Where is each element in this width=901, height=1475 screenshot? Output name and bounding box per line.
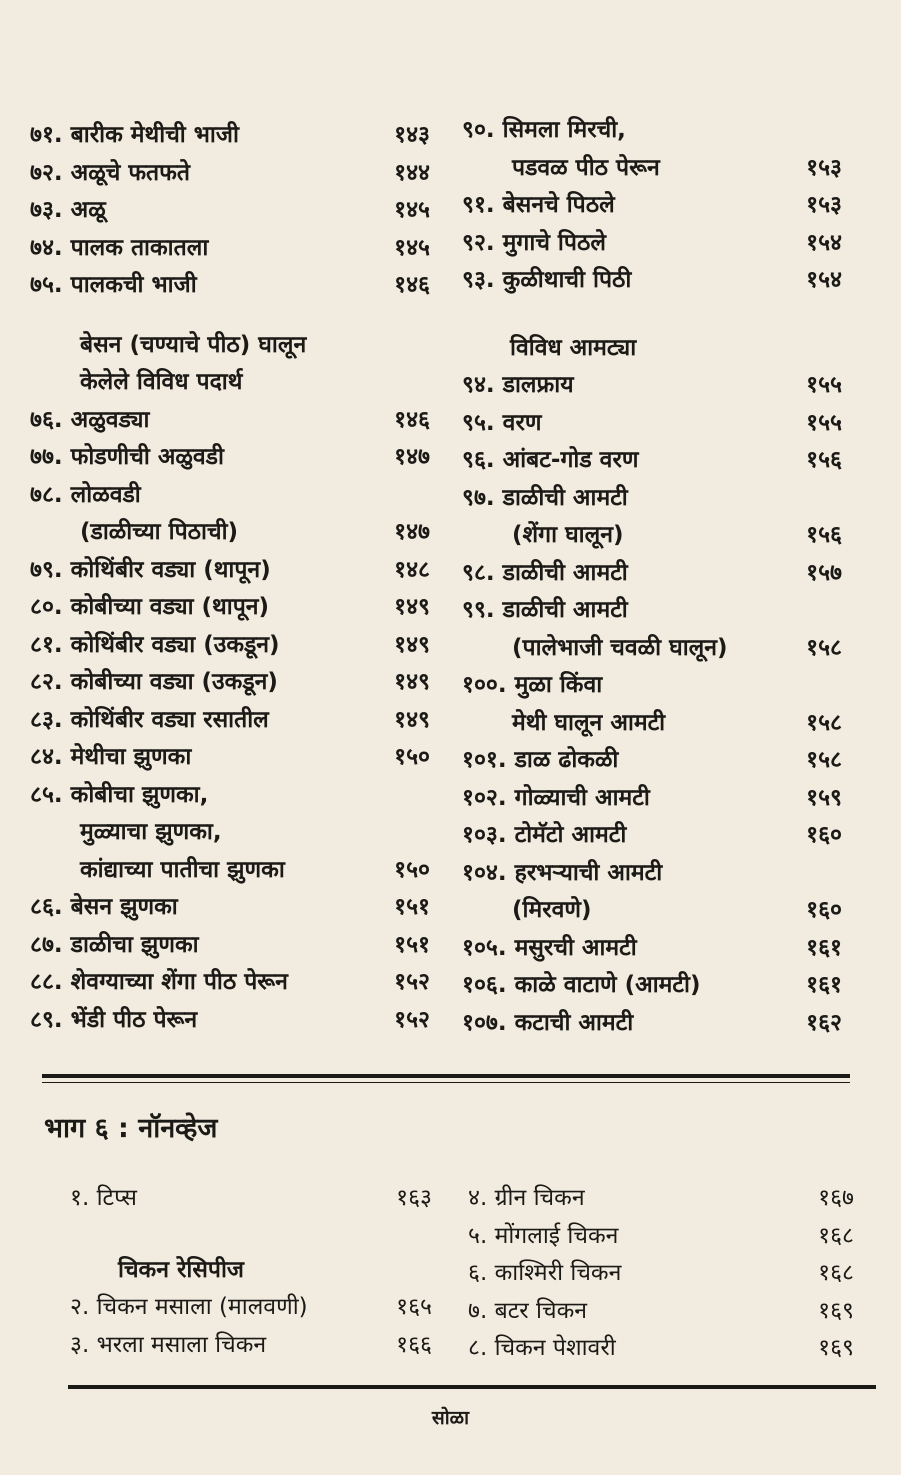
toc-entry-title: ७१. बारीक मेथीची भाजी: [30, 122, 239, 148]
toc-entry-title: ८५. कोबीचा झुणका,: [30, 781, 209, 808]
toc-entry-page: १४४: [394, 159, 430, 186]
toc-entry-page: १५७: [806, 559, 842, 586]
toc-entry-page: १५५: [806, 372, 842, 398]
toc-entry: [462, 262, 842, 300]
toc-entry-page: १४५: [394, 197, 430, 223]
toc-entry-page: १४७: [394, 444, 430, 470]
toc-entry: [462, 480, 842, 518]
toc-entry-title: १०२. गोळ्याची आमटी: [462, 784, 650, 811]
toc-entry-title: ८२. कोबीच्या वड्या (उकडून): [30, 669, 278, 695]
toc-entry: [30, 402, 430, 440]
toc-entry-title: ८०. कोबीच्या वड्या (थापून): [30, 594, 270, 620]
toc-entry-page: १४५: [394, 234, 430, 261]
toc-entry: [30, 964, 430, 1002]
toc-entry-title: ८१. कोथिंबीर वड्या (उकडून): [30, 631, 280, 658]
toc-entry-page: १५३: [806, 192, 842, 218]
right-column: [462, 112, 842, 1042]
toc-entry: [30, 927, 430, 965]
toc-entry-page: १६६: [396, 1331, 432, 1358]
toc-entry: [30, 627, 430, 665]
toc-entry-page: १६८: [818, 1222, 854, 1249]
toc-entry: [462, 892, 842, 930]
toc-entry: [468, 1330, 854, 1368]
right-block-2: [462, 367, 842, 1042]
toc-entry-title: ८४. मेथीचा झुणका: [30, 744, 192, 770]
toc-entry-page: १५६: [806, 447, 842, 473]
toc-entry: [468, 1218, 854, 1256]
toc-entry-title: ७७. फोडणीची अळुवडी: [30, 444, 224, 470]
toc-entry: [468, 1180, 854, 1218]
toc-entry: [462, 225, 842, 263]
toc-entry: [30, 552, 430, 590]
toc-entry-page: १५८: [806, 747, 842, 773]
toc-entry-page: १५३: [806, 154, 842, 181]
toc-entry-page: १६२: [806, 1009, 842, 1036]
toc-entry-page: १५८: [806, 709, 842, 736]
toc-entry-page: १४९: [394, 669, 430, 695]
section-6-title: भाग ६ : नॉनव्हेज: [44, 1113, 218, 1144]
toc-entry: [30, 477, 430, 515]
toc-entry-title: ६. काश्मिरी चिकन: [468, 1260, 622, 1286]
toc-entry: [462, 442, 842, 480]
toc-entry: [30, 267, 430, 305]
toc-entry-title: १०१. डाळ ढोकळी: [462, 747, 619, 773]
toc-entry-page: १५२: [394, 969, 430, 995]
toc-entry-page: १४७: [394, 519, 430, 545]
toc-entry: [462, 630, 842, 668]
toc-entry-title: ७३. अळू: [30, 197, 106, 223]
toc-entry: [30, 664, 430, 702]
toc-entry-title: १००. मुळा किंवा: [462, 672, 603, 698]
bottom-rule: [68, 1385, 876, 1389]
toc-entry: [30, 889, 430, 927]
toc-entry-title: १०३. टोमॅटो आमटी: [462, 822, 627, 848]
left-column: [30, 117, 430, 1039]
toc-entry: [70, 1327, 432, 1365]
toc-entry: [30, 589, 430, 627]
section-6-right-column: [468, 1180, 854, 1368]
section-6-left-column: [70, 1180, 432, 1364]
toc-entry: [462, 667, 842, 705]
toc-entry: [462, 855, 842, 893]
toc-entry-title: ७८. लोळवडी: [30, 481, 141, 508]
toc-entry-title: (शेंगा घालून): [512, 522, 624, 548]
toc-entry-page: १५०: [394, 856, 430, 883]
toc-entry: [70, 1180, 432, 1218]
toc-entry-page: १५०: [394, 744, 430, 770]
toc-entry-title: २. चिकन मसाला (मालवणी): [70, 1294, 308, 1320]
toc-entry: [30, 155, 430, 193]
toc-entry-title: १०६. काळे वाटाणे (आमटी): [462, 972, 701, 998]
section-separator-rule: [42, 1074, 850, 1078]
toc-entry: [462, 1005, 842, 1043]
toc-entry: [462, 150, 842, 188]
toc-entry-title: मेथी घालून आमटी: [512, 709, 666, 736]
left-section-heading-line2: केलेले विविध पदार्थ: [80, 369, 243, 395]
toc-entry-title: (पालेभाजी चवळी घालून): [512, 634, 728, 661]
toc-entry: [30, 814, 430, 852]
toc-entry-title: १०५. मसुरची आमटी: [462, 934, 637, 961]
toc-entry-title: ८९. भेंडी पीठ पेरून: [30, 1006, 198, 1033]
toc-entry: [462, 967, 842, 1005]
toc-entry: [462, 517, 842, 555]
toc-entry-title: ९७. डाळीची आमटी: [462, 484, 628, 511]
toc-entry: [30, 702, 430, 740]
toc-entry-title: १०७. कटाची आमटी: [462, 1009, 634, 1036]
page-number-footer: सोळा: [431, 1407, 470, 1429]
toc-entry-title: ९९. डाळीची आमटी: [462, 597, 628, 623]
toc-entry-title: ९८. डाळीची आमटी: [462, 559, 628, 586]
toc-entry-page: १६०: [806, 822, 842, 848]
toc-entry-title: ७२. अळूचे फतफते: [30, 159, 191, 186]
toc-entry-page: १६९: [818, 1297, 854, 1324]
toc-entry: [462, 592, 842, 630]
toc-entry-page: १६९: [818, 1335, 854, 1361]
toc-entry-title: ८६. बेसन झुणका: [30, 894, 178, 920]
toc-entry-page: १५८: [806, 634, 842, 661]
toc-entry: [462, 742, 842, 780]
toc-entry-title: ८७. डाळीचा झुणका: [30, 931, 199, 958]
toc-entry-page: १४९: [394, 594, 430, 620]
toc-entry-title: ७९. कोथिंबीर वड्या (थापून): [30, 556, 271, 583]
toc-entry-page: १६७: [818, 1185, 854, 1211]
toc-entry: [30, 852, 430, 890]
toc-entry: [70, 1289, 432, 1327]
toc-entry-page: १५६: [806, 522, 842, 548]
toc-entry-title: ७५. पालकची भाजी: [30, 272, 197, 298]
toc-entry: [462, 930, 842, 968]
toc-entry-page: १६८: [818, 1260, 854, 1286]
toc-entry-page: १४९: [394, 631, 430, 658]
toc-entry: [468, 1293, 854, 1331]
toc-entry: [462, 817, 842, 855]
left-section-heading-line1: बेसन (चण्याचे पीठ) घालून: [80, 331, 307, 358]
toc-entry-title: ९५. वरण: [462, 409, 542, 436]
toc-entry: [462, 780, 842, 818]
left-block-1: [30, 117, 430, 305]
left-block-2: [30, 402, 430, 1040]
toc-entry-title: (डाळीच्या पिठाची): [80, 519, 239, 545]
toc-entry-title: पडवळ पीठ पेरून: [512, 154, 660, 181]
toc-entry-title: मुळ्याचा झुणका,: [80, 819, 222, 845]
toc-entry-title: ९३. कुळीथाची पिठी: [462, 267, 632, 293]
toc-entry: [30, 230, 430, 268]
toc-entry-page: १५५: [806, 409, 842, 436]
toc-entry-title: ७४. पालक ताकातला: [30, 234, 209, 261]
toc-entry-title: ८८. शेवग्याच्या शेंगा पीठ पेरून: [30, 969, 288, 995]
toc-entry-title: ९१. बेसनचे पिठले: [462, 192, 615, 218]
toc-entry-title: ९०. सिमला मिरची,: [462, 117, 626, 143]
toc-entry-page: १६१: [806, 934, 842, 961]
toc-entry-page: १६०: [806, 897, 842, 923]
toc-entry-page: १४८: [394, 556, 430, 583]
toc-entry: [30, 739, 430, 777]
toc-entry: [30, 117, 430, 155]
toc-entry: [462, 367, 842, 405]
toc-entry: [462, 187, 842, 225]
toc-entry-title: ८३. कोथिंबीर वड्या रसातील: [30, 706, 269, 733]
toc-entry-title: १०४. हरभऱ्याची आमटी: [462, 859, 663, 886]
toc-entry-title: ९६. आंबट-गोड वरण: [462, 447, 639, 473]
toc-entry-title: ९२. मुगाचे पिठले: [462, 229, 606, 256]
toc-entry: [30, 439, 430, 477]
toc-entry-page: १५१: [394, 931, 430, 958]
toc-entry-title: ८. चिकन पेशावरी: [468, 1335, 616, 1361]
toc-entry-title: ९४. डालफ्राय: [462, 372, 574, 398]
toc-entry: [30, 1002, 430, 1040]
toc-entry-page: १४९: [394, 706, 430, 733]
toc-entry-title: ३. भरला मसाला चिकन: [70, 1331, 267, 1358]
toc-entry-page: १५९: [806, 784, 842, 811]
right-section-heading: विविध आमट्या: [510, 334, 637, 361]
section-separator-rule-thin: [42, 1082, 850, 1083]
toc-entry: [462, 112, 842, 150]
toc-entry: [30, 777, 430, 815]
toc-entry-page: १६५: [396, 1294, 432, 1320]
toc-entry-page: १६१: [806, 972, 842, 998]
toc-entry: [462, 555, 842, 593]
toc-entry-title: कांद्याच्या पातीचा झुणका: [80, 856, 285, 883]
toc-entry-page: १५४: [806, 229, 842, 256]
toc-entry: [30, 192, 430, 230]
toc-entry-page: १६३: [396, 1185, 432, 1211]
toc-entry-page: १५२: [394, 1006, 430, 1033]
section-6-right-items: [468, 1180, 854, 1368]
toc-entry-title: ७. बटर चिकन: [468, 1297, 588, 1324]
section-6-left-items: [70, 1289, 432, 1364]
toc-entry-title: १. टिप्स: [70, 1185, 137, 1211]
toc-entry-title: ७६. अळुवड्या: [30, 406, 150, 433]
toc-entry: [462, 705, 842, 743]
right-block-1: [462, 112, 842, 300]
toc-entry-page: १४३: [394, 122, 430, 148]
toc-entry-page: १४६: [394, 406, 430, 433]
toc-entry-title: ४. ग्रीन चिकन: [468, 1185, 585, 1211]
toc-entry: [462, 405, 842, 443]
toc-entry: [30, 514, 430, 552]
toc-entry-page: १४६: [394, 272, 430, 298]
toc-entry-title: ५. मोंगलाई चिकन: [468, 1222, 619, 1249]
toc-entry-page: १५४: [806, 267, 842, 293]
toc-entry: [468, 1255, 854, 1293]
toc-entry-page: १५१: [394, 894, 430, 920]
toc-entry-title: (मिरवणे): [512, 897, 592, 923]
chicken-recipes-heading: चिकन रेसिपीज: [118, 1256, 244, 1283]
